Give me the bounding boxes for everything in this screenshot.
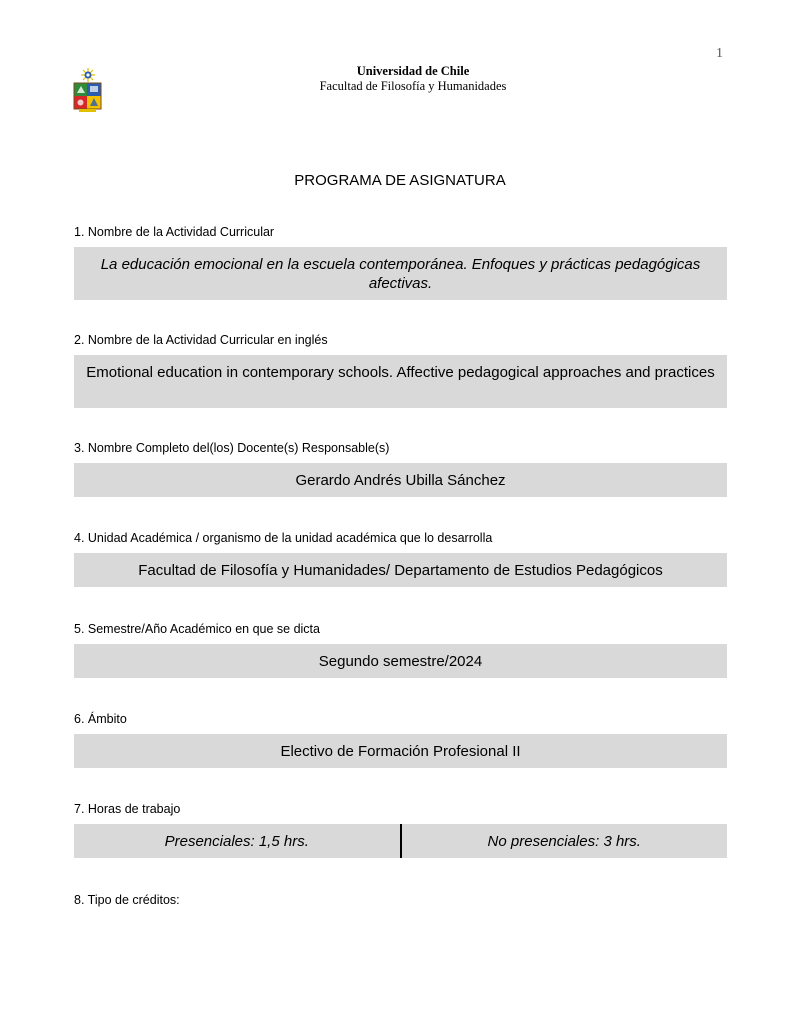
academic-unit-value: Facultad de Filosofía y Humanidades/ Departamento de Estudios Pedagógicos	[74, 553, 727, 587]
university-crest-icon	[73, 66, 103, 113]
field-label: 2. Nombre de la Actividad Curricular en inglés	[74, 333, 328, 347]
field-course-name-english	[74, 332, 727, 408]
field-label: 7. Horas de trabajo	[74, 802, 181, 816]
field-instructors	[74, 440, 727, 497]
document-header	[200, 64, 626, 94]
field-credits	[74, 892, 727, 915]
field-label: 1. Nombre de la Actividad Curricular	[74, 225, 275, 239]
page-number: 1	[716, 46, 723, 61]
field-semester	[74, 621, 727, 678]
scope-value: Electivo de Formación Profesional II	[74, 734, 727, 768]
in-person-hours-value: Presenciales: 1,5 hrs.	[74, 824, 400, 858]
field-academic-unit	[74, 530, 727, 587]
course-name-value: La educación emocional en la escuela contemporánea. Enfoques y prácticas pedagógicas afectivas.	[74, 247, 727, 300]
document-title: PROGRAMA DE ASIGNATURA	[294, 172, 506, 189]
instructors-value: Gerardo Andrés Ubilla Sánchez	[74, 463, 727, 497]
hours-table	[74, 824, 727, 858]
faculty-name: Facultad de Filosofía y Humanidades	[319, 79, 507, 93]
field-scope	[74, 711, 727, 768]
remote-hours-value: No presenciales: 3 hrs.	[402, 824, 728, 858]
field-course-name	[74, 224, 727, 300]
field-label: 6. Ámbito	[74, 712, 127, 726]
field-label: 8. Tipo de créditos:	[74, 893, 180, 907]
semester-value: Segundo semestre/2024	[74, 644, 727, 678]
field-label: 3. Nombre Completo del(los) Docente(s) Responsable(s)	[74, 441, 390, 455]
field-work-hours	[74, 801, 727, 858]
university-name: Universidad de Chile	[356, 64, 470, 78]
field-label: 5. Semestre/Año Académico en que se dicta	[74, 622, 320, 636]
course-name-english-value: Emotional education in contemporary schools. Affective pedagogical approaches and practices	[74, 355, 727, 408]
field-label: 4. Unidad Académica / organismo de la unidad académica que lo desarrolla	[74, 531, 493, 545]
